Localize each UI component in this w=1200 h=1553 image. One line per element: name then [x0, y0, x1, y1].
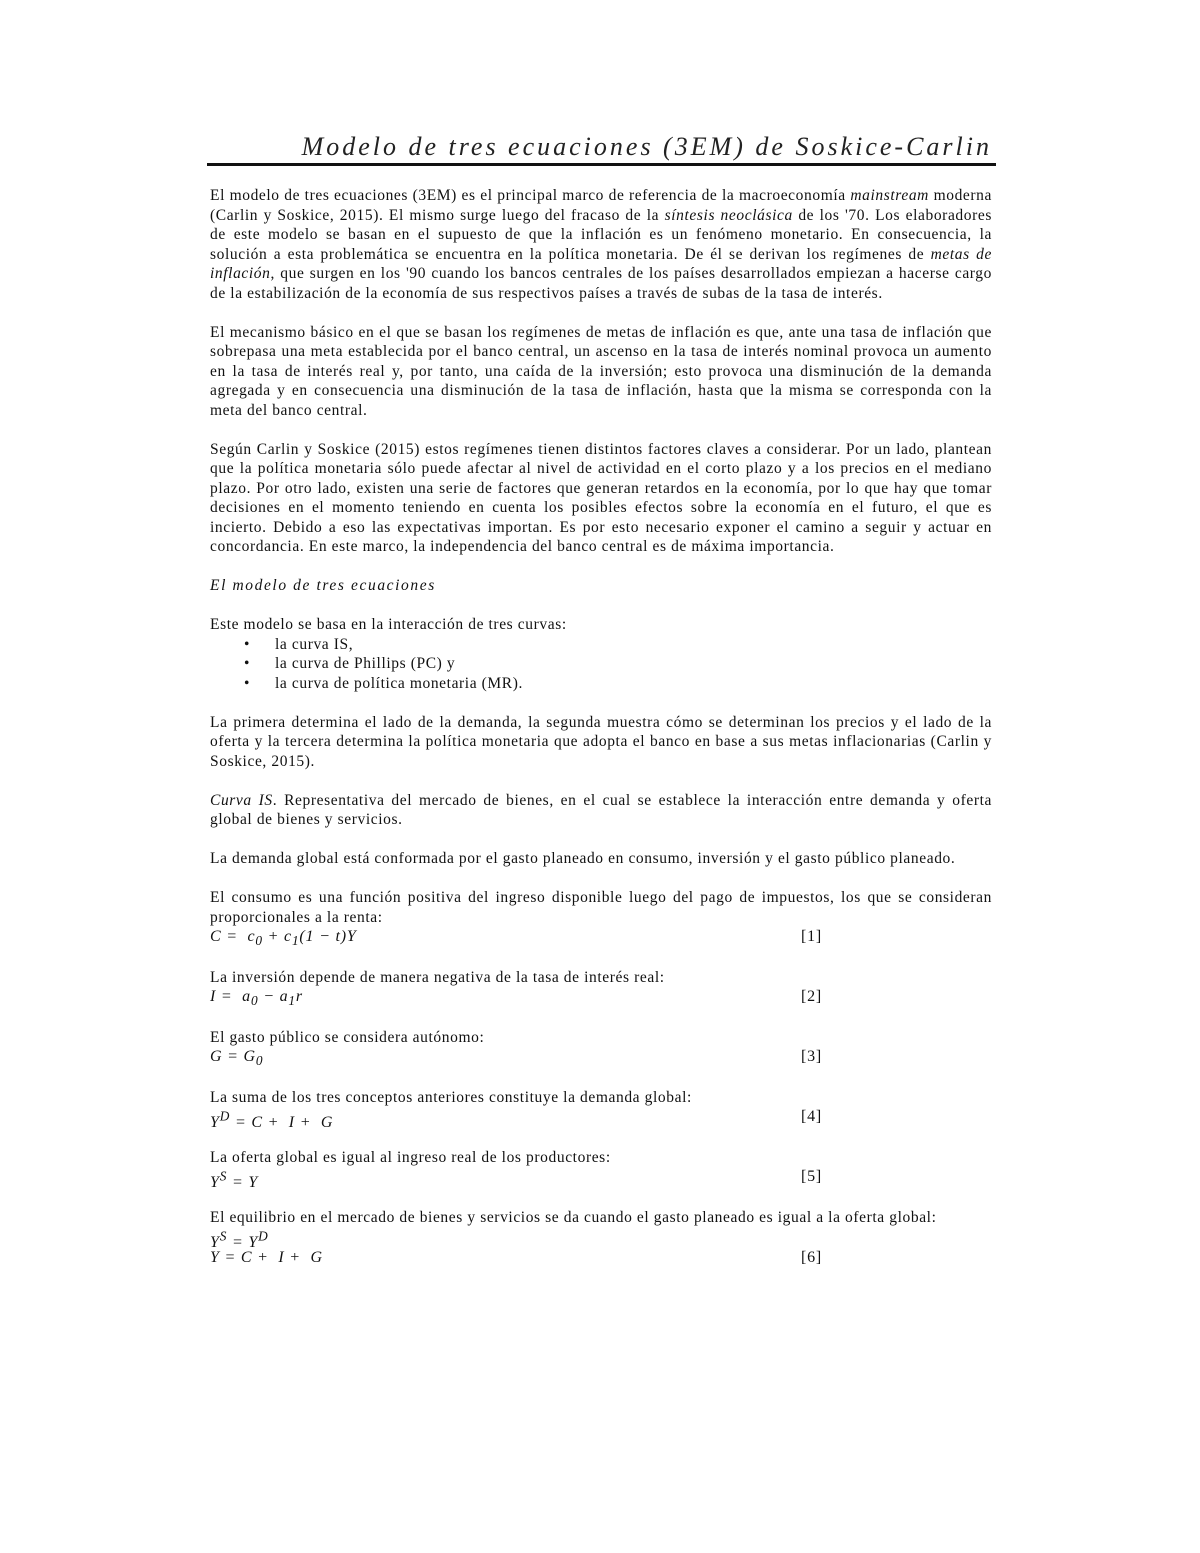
equation-number: [3] [800, 1048, 822, 1065]
paragraph-equilibrium: El equilibrio en el mercado de bienes y servicios se da cuando el gasto planeado es igual a la oferta global: [210, 1208, 937, 1226]
document-body [210, 186, 992, 1269]
equation-number: [5] [800, 1168, 822, 1185]
equation-public-spending: $G = G_0$ [3] [210, 1048, 822, 1069]
title-rule [207, 163, 996, 166]
paragraph-global-demand: La demanda global está conformada por el gasto planeado en consumo, inversión y el gasto público planeado. [210, 850, 956, 867]
equation-supply: $Y^S = Y$ [5] [210, 1168, 822, 1192]
section-heading: El modelo de tres ecuaciones [210, 577, 436, 594]
equation-equilibrium-a: $Y^S = Y^D$ [210, 1229, 269, 1252]
curves-list [210, 635, 992, 694]
equation-aggregate-demand: $Y^D = C + I + G$ [4] [210, 1108, 822, 1132]
equation-number: [6] [800, 1249, 822, 1266]
paragraph-curves-intro: Este modelo se basa en la interacción de tres curvas: [210, 616, 567, 633]
paragraph-curve-is: Curva IS. Representativa del mercado de bienes, en el cual se establece la interacción entre demanda y oferta global de bienes y servicios. [210, 791, 993, 828]
list-item: • la curva de Phillips (PC) y [210, 654, 992, 674]
paragraph-consumption: El consumo es una función positiva del ingreso disponible luego del pago de impuestos, los que se consideran proporcionales a la renta: [210, 889, 992, 926]
equation-investment: $I = a_0 - a_1r$ [2] [210, 988, 822, 1009]
paragraph-mechanism: El mecanismo básico en el que se basan los regímenes de metas de inflación es que, ante una tasa de inflación que sobrepasa una meta establecida por el banco central, un ascenso en la tasa de interés nominal provoca un aumento en la tasa de interés real y, por tanto, una caída de la inversión; esto provoca una disminución de la demanda agregada y en consecuencia una disminución de la tasa de inflación, hasta que la misma se corresponda con la meta del banco central. [210, 323, 992, 419]
list-item: • la curva IS, [210, 635, 992, 655]
equation-number: [2] [800, 988, 822, 1005]
equation-number: [1] [800, 928, 822, 945]
paragraph-sum: La suma de los tres conceptos anteriores constituye la demanda global: [210, 1088, 692, 1106]
paragraph-intro: El modelo de tres ecuaciones (3EM) es el principal marco de referencia de la macroeconomía mainstream moderna (Carlin y Soskice, 2015). El mismo surge luego del fracaso de la síntesis neoclásica de los '70. Los elaboradores de este modelo se basan en el supuesto de que la inflación es un fenómeno monetario. En consecuencia, la solución a esta problemática se encuentra en la política monetaria. De él se derivan los regímenes de metas de inflación, que surgen en los '90 cuando los bancos centrales de los países desarrollados empiezan a hacerse cargo de la estabilización de la economía de sus respectivos países a través de subas de la tasa de interés. [210, 187, 993, 302]
equation-consumption: $C = c_0 + c_1(1 - t)Y$ [1] [210, 928, 822, 949]
paragraph-curves-roles: La primera determina el lado de la demanda, la segunda muestra cómo se determinan los precios y el lado de la oferta y la tercera determina la política monetaria que adopta el banco en base a sus metas inflacionarias (Carlin y Soskice, 2015). [210, 713, 992, 770]
paragraph-public-spending: El gasto público se considera autónomo: [210, 1028, 485, 1046]
paragraph-supply: La oferta global es igual al ingreso real de los productores: [210, 1148, 611, 1166]
paragraph-factors: Según Carlin y Soskice (2015) estos regímenes tienen distintos factores claves a considerar. Por un lado, plantean que la política monetaria sólo puede afectar al nivel de actividad en el corto plazo y a los precios en el mediano plazo. Por otro lado, existen una serie de factores que generan retardos en la economía, por lo que hay que tomar decisiones en el momento teniendo en cuenta los posibles efectos sobre la economía en el futuro, el que es incierto. Debido a eso las expectativas importan. Es por esto necesario exponer el camino a seguir y actuar en concordancia. En este marco, la independencia del banco central es de máxima importancia. [210, 440, 992, 555]
list-item: • la curva de política monetaria (MR). [210, 674, 992, 694]
paragraph-investment: La inversión depende de manera negativa de la tasa de interés real: [210, 968, 665, 986]
equation-number: [4] [800, 1108, 822, 1125]
equation-equilibrium-b: Y = C + I + G [6] [210, 1249, 822, 1266]
page-title: Modelo de tres ecuaciones (3EM) de Soskice-Carlin [301, 132, 992, 161]
